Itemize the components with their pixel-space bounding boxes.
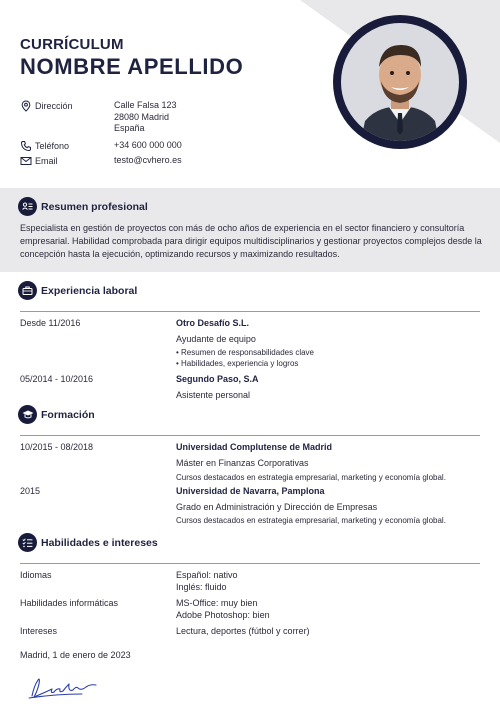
- contact-address: [20, 100, 177, 135]
- edu-1-degree: Máster en Finanzas Corporativas: [176, 458, 309, 468]
- address-value: [114, 100, 177, 135]
- experience-title: Experiencia laboral: [41, 284, 138, 297]
- job-2-company: Segundo Paso, S.A: [176, 374, 259, 384]
- edu-2-degree: Grado en Administración y Dirección de Empresas: [176, 502, 378, 512]
- education-title: Formación: [41, 408, 95, 421]
- skills-row-1-value-2: Inglés: fluido: [176, 582, 227, 592]
- envelope-icon: [20, 155, 32, 167]
- skills-divider: [20, 563, 480, 564]
- summary-text: Especialista en gestión de proyectos con más de ocho años de experiencia en el sector financiero y consultoría empresarial. Habilidad comprobada para dirigir equipos multidisciplinarios y gestionar proyectos complejos desde la concepción hasta la ejecución, optimizando recursos y maximizando resultados.: [20, 223, 482, 259]
- job-1-dates: Desde 11/2016: [20, 318, 81, 328]
- address-label: Dirección: [35, 101, 73, 111]
- contact-email: [20, 155, 182, 167]
- briefcase-icon: [18, 281, 37, 300]
- edu-1-school: Universidad Complutense de Madrid: [176, 442, 333, 452]
- edu-1-note: Cursos destacados en estrategia empresarial, marketing y economía global.: [176, 473, 446, 482]
- skills-heading: [18, 533, 158, 552]
- experience-divider: [20, 311, 480, 312]
- skills-row-2-value-2: Adobe Photoshop: bien: [176, 610, 270, 620]
- experience-section: [18, 281, 480, 401]
- phone-icon: [20, 140, 32, 152]
- contact-phone: [20, 140, 182, 152]
- edu-2-school: Universidad de Navarra, Pamplona: [176, 486, 325, 496]
- email-value[interactable]: testo@cvhero.es: [114, 155, 182, 165]
- address-line-3: España: [114, 123, 145, 133]
- cv-name: NOMBRE APELLIDO: [20, 54, 244, 79]
- job-1-role: Ayudante de equipo: [176, 334, 256, 344]
- job-1-bullet-1: • Resumen de responsabilidades clave: [176, 348, 314, 357]
- edu-1-dates: 10/2015 - 08/2018: [20, 442, 94, 452]
- education-divider: [20, 435, 480, 436]
- email-label: Email: [35, 156, 58, 166]
- phone-value: +34 600 000 000: [114, 140, 182, 150]
- job-2-role: Asistente personal: [176, 390, 251, 400]
- map-pin-icon: [20, 100, 32, 112]
- job-2-dates: 05/2014 - 10/2016: [20, 374, 94, 384]
- job-1-bullet-2: • Habilidades, experiencia y logros: [176, 359, 299, 368]
- profile-card-icon: [18, 197, 37, 216]
- cv-header: [20, 36, 243, 80]
- summary-heading: [18, 197, 148, 216]
- address-line-1: Calle Falsa 123: [114, 100, 177, 110]
- skills-row-2-label: Habilidades informáticas: [20, 598, 119, 608]
- skills-row-1-value-1: Español: nativo: [176, 570, 238, 580]
- education-heading: [18, 405, 95, 424]
- experience-heading: [18, 281, 137, 300]
- skills-row-1-label: Idiomas: [20, 570, 52, 580]
- cv-kicker: CURRÍCULUM: [20, 36, 124, 53]
- summary-section: [0, 188, 500, 272]
- profile-photo: [333, 15, 467, 149]
- address-line-2: 28080 Madrid: [114, 111, 170, 122]
- phone-label: Teléfono: [35, 141, 70, 151]
- skills-row-3-value-1: Lectura, deportes (fútbol y correr): [176, 626, 310, 636]
- place-date: Madrid, 1 de enero de 2023: [20, 650, 131, 660]
- edu-2-note: Cursos destacados en estrategia empresarial, marketing y economía global.: [176, 516, 446, 525]
- education-section: [18, 405, 480, 530]
- edu-2-dates: 2015: [20, 486, 41, 496]
- job-1-company: Otro Desafío S.L.: [176, 318, 250, 328]
- skills-section: [18, 533, 480, 643]
- graduation-cap-icon: [18, 405, 37, 424]
- skills-title: Habilidades e intereses: [41, 536, 158, 549]
- checklist-icon: [18, 533, 37, 552]
- skills-row-2-value-1: MS-Office: muy bien: [176, 598, 258, 608]
- summary-title: Resumen profesional: [41, 200, 148, 213]
- skills-row-3-label: Intereses: [20, 626, 58, 636]
- signature-image: [26, 672, 106, 702]
